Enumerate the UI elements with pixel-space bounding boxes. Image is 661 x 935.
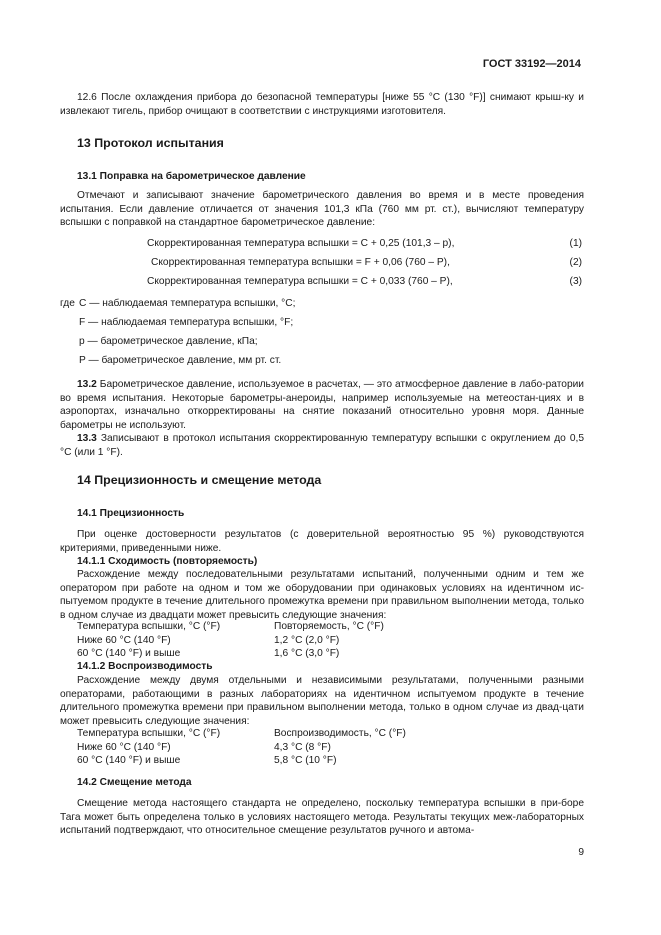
- table-cell: 5,8 °С (10 °F): [274, 755, 337, 767]
- table-row: [77, 620, 477, 634]
- table-cell: Ниже 60 °С (140 °F): [77, 741, 171, 753]
- table-cell: Температура вспышки, °С (°F): [77, 728, 221, 739]
- section-14-1-1-title: 14.1.1 Сходимость (повторяемость): [77, 556, 258, 567]
- table-cell: Воспроизводимость, °С (°F): [274, 728, 406, 739]
- definition-c: C — наблюдаемая температура вспышки, °С;: [79, 298, 296, 309]
- equation-1-number: (1): [569, 238, 582, 249]
- equation-1-formula: Скорректированная температура вспышки = C + 0,25 (101,3 – p),: [147, 238, 455, 249]
- table-row: [77, 741, 477, 755]
- section-14-1-title: 14.1 Прецизионность: [77, 508, 185, 519]
- repeatability-table: [77, 620, 477, 661]
- section-14-1-2-text: Расхождение между двумя отдельными и независимыми результатами, полученными разными операторами, работающими в разных лабораториях на идентичном испытуемом продукте в течение длительного промежутка времени при правильном выполнении метода, только в одном случае из двад-цати может превысить следующие значения:: [60, 675, 584, 727]
- section-13-title: 13 Протокол испытания: [77, 136, 224, 150]
- table-cell: 60 °С (140 °F) и выше: [77, 755, 181, 767]
- section-14-2-text: Смещение метода настоящего стандарта не определено, поскольку температура вспышки в при-боре Тага может быть определена только в условиях настоящего метода. Результаты текущих меж-лабораторных испытаний подтверждают, что относительное смещение результатов ручного и автома-: [60, 798, 584, 837]
- table-cell: 1,2 °С (2,0 °F): [274, 634, 340, 646]
- table-cell: Температура вспышки, °С (°F): [77, 621, 221, 632]
- equation-2-formula: Скорректированная температура вспышки = F + 0,06 (760 – P),: [151, 257, 450, 268]
- section-14-2-title: 14.2 Смещение метода: [77, 777, 192, 788]
- section-14-1-text: При оценке достоверности результатов (с доверительной вероятностью 95 %) руководствуются критериями, приведенными ниже.: [60, 529, 584, 554]
- standard-header: ГОСТ 33192—2014: [482, 58, 581, 70]
- section-13-1-text: Отмечают и записывают значение барометрического давления во время и в месте проведения испытания. Если давление отличается от значения 101,3 кПа (760 мм рт. ст.), вычисляют температуру вспышки с поправкой на стандартное барометрическое давление:: [60, 190, 584, 229]
- equation-3-formula: Скорректированная температура вспышки = C + 0,033 (760 – P),: [147, 276, 453, 287]
- table-cell: 4,3 °С (8 °F): [274, 741, 331, 753]
- equation-2-number: (2): [569, 257, 582, 268]
- table-cell: Ниже 60 °С (140 °F): [77, 634, 171, 646]
- equation-3-number: (3): [569, 276, 582, 287]
- paragraph-13-3-text: Записывают в протокол испытания скорректированную температуру вспышки с округлением до 0,5 °С (или 1 °F).: [60, 433, 584, 458]
- page-number: 9: [578, 847, 584, 858]
- definition-p-kpa: p — барометрическое давление, кПа;: [79, 336, 258, 347]
- table-row: [77, 647, 477, 661]
- paragraph-13-3-number: 13.3: [77, 433, 97, 444]
- section-14-1-2-title: 14.1.2 Воспроизводимость: [77, 661, 213, 672]
- paragraph-13-2: [60, 378, 584, 432]
- section-13-1-title: 13.1 Поправка на барометрическое давление: [77, 171, 306, 182]
- reproducibility-table: [77, 727, 477, 768]
- section-14-title: 14 Прецизионность и смещение метода: [77, 473, 322, 487]
- paragraph-13-3: [60, 432, 584, 459]
- paragraph-13-2-text: Барометрическое давление, используемое в расчетах, — это атмосферное давление в лабо-ратории во время испытания. Некоторые барометры-анероиды, например используемые на метеостан-циях и в аэропортах, изначально откорректированы на снятие показаний относительно уровня моря. Данные барометры не используют.: [60, 379, 584, 431]
- definition-p-mmhg: P — барометрическое давление, мм рт. ст.: [79, 355, 282, 366]
- table-cell: Повторяемость, °С (°F): [274, 621, 384, 632]
- paragraph-13-2-number: 13.2: [77, 379, 97, 390]
- table-row: [77, 754, 477, 768]
- table-row: [77, 727, 477, 741]
- table-row: [77, 634, 477, 648]
- definition-f: F — наблюдаемая температура вспышки, °F;: [79, 317, 294, 328]
- table-cell: 60 °С (140 °F) и выше: [77, 648, 181, 660]
- paragraph-12-6: 12.6 После охлаждения прибора до безопасной температуры [ниже 55 °С (130 °F)] снимают крыш-ку и извлекают тигель, прибор очищают в соответствии с инструкциями изготовителя.: [60, 92, 584, 117]
- where-label: где: [60, 298, 75, 309]
- table-cell: 1,6 °С (3,0 °F): [274, 648, 340, 660]
- section-14-1-1-text: Расхождение между последовательными результатами испытаний, полученными одним и тем же оператором при работе на одном и том же оборудовании при одинаковых условиях на идентичном ис-пытуемом продукте в течение длительного промежутка времени при правильном выполнении метода, только в одном случае из двадцати может превысить следующие значения:: [60, 569, 584, 621]
